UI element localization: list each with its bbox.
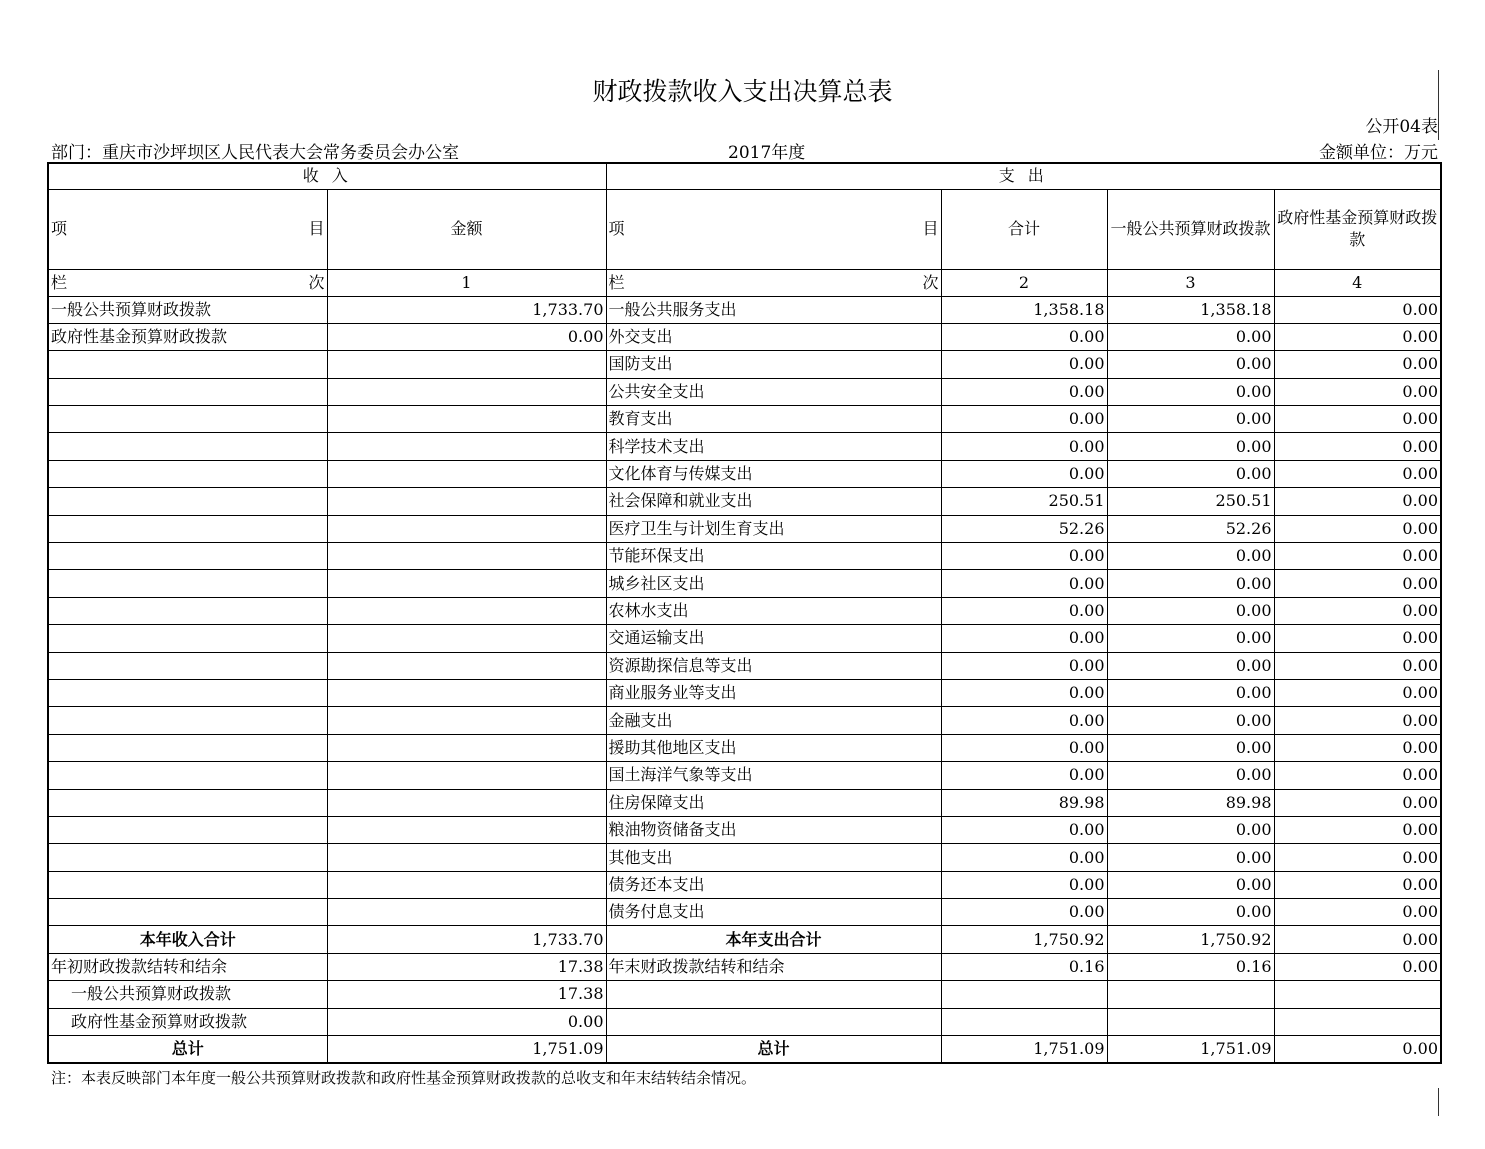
expense-total: 0.00 <box>941 707 1107 734</box>
empty-cell <box>941 981 1107 1008</box>
grand-expense-fund: 0.00 <box>1274 1036 1441 1063</box>
income-amount <box>327 406 606 433</box>
expense-general: 1,358.18 <box>1107 296 1274 323</box>
expense-item: 金融支出 <box>606 707 941 734</box>
expense-total-header: 合计 <box>941 189 1107 269</box>
opening-carry-amount: 17.38 <box>327 953 606 980</box>
expense-fund: 0.00 <box>1274 789 1441 816</box>
expense-total: 89.98 <box>941 789 1107 816</box>
form-number: 公开04表 <box>1365 117 1438 137</box>
table-row <box>48 597 1441 624</box>
carry-fund-label: 政府性基金预算财政拨款 <box>48 1008 327 1035</box>
income-item <box>48 679 327 706</box>
expense-general: 0.00 <box>1107 871 1274 898</box>
income-amount: 0.00 <box>327 323 606 350</box>
empty-cell <box>1107 981 1274 1008</box>
expense-fund: 0.00 <box>1274 871 1441 898</box>
expense-item: 商业服务业等支出 <box>606 679 941 706</box>
expense-fund: 0.00 <box>1274 296 1441 323</box>
carry-general-row <box>48 981 1441 1008</box>
general-budget-header: 一般公共预算财政拨款 <box>1107 189 1274 269</box>
expense-item: 国土海洋气象等支出 <box>606 762 941 789</box>
income-item-header <box>48 189 327 269</box>
year-income-total-label: 本年收入合计 <box>48 926 327 953</box>
income-amount <box>327 734 606 761</box>
expense-total: 0.00 <box>941 433 1107 460</box>
year-expense-total: 1,750.92 <box>941 926 1107 953</box>
edge-mark-bottom <box>1438 1088 1439 1116</box>
income-item <box>48 707 327 734</box>
expense-item: 国防支出 <box>606 351 941 378</box>
expense-general: 0.00 <box>1107 323 1274 350</box>
expense-general: 0.00 <box>1107 351 1274 378</box>
col-number-1: 1 <box>327 269 606 296</box>
table-row <box>48 323 1441 350</box>
table-row <box>48 899 1441 926</box>
carry-general-label: 一般公共预算财政拨款 <box>48 981 327 1008</box>
col-number-2: 2 <box>941 269 1107 296</box>
year-income-total-amount: 1,733.70 <box>327 926 606 953</box>
col-right-label: 次 <box>922 272 939 292</box>
expense-general: 0.00 <box>1107 460 1274 487</box>
expense-general: 0.00 <box>1107 543 1274 570</box>
expense-fund: 0.00 <box>1274 597 1441 624</box>
expense-general: 0.00 <box>1107 707 1274 734</box>
income-item <box>48 515 327 542</box>
col-left-label: 栏 <box>51 272 68 292</box>
expense-item: 外交支出 <box>606 323 941 350</box>
closing-carry-total: 0.16 <box>941 953 1107 980</box>
expense-total: 0.00 <box>941 899 1107 926</box>
expense-fund: 0.00 <box>1274 762 1441 789</box>
table-row <box>48 378 1441 405</box>
table-row <box>48 762 1441 789</box>
income-amount: 1,733.70 <box>327 296 606 323</box>
department-label: 部门：重庆市沙坪坝区人民代表大会常务委员会办公室 <box>51 143 459 163</box>
expense-total: 0.00 <box>941 460 1107 487</box>
col-left-label: 栏 <box>608 272 625 292</box>
gov-fund-header: 政府性基金预算财政拨款 <box>1274 189 1441 269</box>
expense-total: 0.00 <box>941 625 1107 652</box>
income-item <box>48 625 327 652</box>
income-amount <box>327 543 606 570</box>
expense-general: 0.00 <box>1107 652 1274 679</box>
income-item <box>48 488 327 515</box>
expense-fund: 0.00 <box>1274 816 1441 843</box>
expense-item: 节能环保支出 <box>606 543 941 570</box>
expense-fund: 0.00 <box>1274 351 1441 378</box>
table-row <box>48 844 1441 871</box>
expense-general: 0.00 <box>1107 625 1274 652</box>
expense-general: 0.00 <box>1107 899 1274 926</box>
expense-col-label <box>606 269 941 296</box>
table-row <box>48 816 1441 843</box>
expense-total: 0.00 <box>941 734 1107 761</box>
page-title: 财政拨款收入支出决算总表 <box>592 77 893 106</box>
year-expense-total-label: 本年支出合计 <box>606 926 941 953</box>
income-amount <box>327 597 606 624</box>
opening-carry-label: 年初财政拨款结转和结余 <box>48 953 327 980</box>
income-amount <box>327 652 606 679</box>
table-row <box>48 570 1441 597</box>
col-right-label: 次 <box>308 272 325 292</box>
income-item <box>48 433 327 460</box>
expense-total: 0.00 <box>941 406 1107 433</box>
item-right-label: 目 <box>308 219 325 238</box>
expense-item: 社会保障和就业支出 <box>606 488 941 515</box>
footnote: 注：本表反映部门本年度一般公共预算财政拨款和政府性基金预算财政拨款的总收支和年末结转结余情况。 <box>51 1069 757 1087</box>
expense-total: 0.00 <box>941 351 1107 378</box>
carry-general-amount: 17.38 <box>327 981 606 1008</box>
expense-fund: 0.00 <box>1274 734 1441 761</box>
expense-fund: 0.00 <box>1274 515 1441 542</box>
closing-carry-general: 0.16 <box>1107 953 1274 980</box>
table-row <box>48 679 1441 706</box>
amount-unit: 金额单位：万元 <box>1319 143 1438 163</box>
expense-item: 教育支出 <box>606 406 941 433</box>
item-left-label: 项 <box>608 219 625 238</box>
income-item <box>48 734 327 761</box>
income-item <box>48 597 327 624</box>
expense-header: 支 出 <box>606 163 1441 189</box>
expense-general: 0.00 <box>1107 816 1274 843</box>
expense-total: 0.00 <box>941 570 1107 597</box>
expense-general: 0.00 <box>1107 597 1274 624</box>
expense-total: 0.00 <box>941 652 1107 679</box>
income-item <box>48 816 327 843</box>
income-amount <box>327 871 606 898</box>
expense-item: 科学技术支出 <box>606 433 941 460</box>
income-amount <box>327 789 606 816</box>
expense-total: 52.26 <box>941 515 1107 542</box>
income-item <box>48 899 327 926</box>
budget-table <box>47 162 1442 1064</box>
empty-cell <box>606 1008 941 1035</box>
income-amount <box>327 488 606 515</box>
expense-item: 粮油物资储备支出 <box>606 816 941 843</box>
expense-item: 城乡社区支出 <box>606 570 941 597</box>
expense-total: 0.00 <box>941 871 1107 898</box>
table-row <box>48 789 1441 816</box>
expense-item: 一般公共服务支出 <box>606 296 941 323</box>
expense-item: 资源勘探信息等支出 <box>606 652 941 679</box>
expense-fund: 0.00 <box>1274 707 1441 734</box>
grand-income-label: 总计 <box>48 1036 327 1063</box>
table-row <box>48 515 1441 542</box>
income-item <box>48 378 327 405</box>
expense-general: 0.00 <box>1107 679 1274 706</box>
expense-total: 0.00 <box>941 844 1107 871</box>
col-number-4: 4 <box>1274 269 1441 296</box>
expense-fund: 0.00 <box>1274 323 1441 350</box>
income-item <box>48 406 327 433</box>
expense-fund: 0.00 <box>1274 433 1441 460</box>
income-amount-header: 金额 <box>327 189 606 269</box>
expense-general: 89.98 <box>1107 789 1274 816</box>
empty-cell <box>1274 1008 1441 1035</box>
empty-cell <box>606 981 941 1008</box>
income-col-label <box>48 269 327 296</box>
income-item <box>48 351 327 378</box>
column-number-row <box>48 269 1441 296</box>
year-total-row <box>48 926 1441 953</box>
table-row <box>48 296 1441 323</box>
grand-income-amount: 1,751.09 <box>327 1036 606 1063</box>
expense-item: 债务付息支出 <box>606 899 941 926</box>
grand-expense-general: 1,751.09 <box>1107 1036 1274 1063</box>
expense-item: 文化体育与传媒支出 <box>606 460 941 487</box>
income-item <box>48 652 327 679</box>
income-amount <box>327 351 606 378</box>
table-row <box>48 433 1441 460</box>
income-amount <box>327 433 606 460</box>
table-row <box>48 351 1441 378</box>
expense-item: 其他支出 <box>606 844 941 871</box>
empty-cell <box>1274 981 1441 1008</box>
empty-cell <box>941 1008 1107 1035</box>
carry-fund-row <box>48 1008 1441 1035</box>
expense-total: 1,358.18 <box>941 296 1107 323</box>
table-row <box>48 734 1441 761</box>
expense-item: 交通运输支出 <box>606 625 941 652</box>
income-item <box>48 789 327 816</box>
expense-item: 住房保障支出 <box>606 789 941 816</box>
expense-total: 0.00 <box>941 816 1107 843</box>
expense-general: 0.00 <box>1107 570 1274 597</box>
expense-fund: 0.00 <box>1274 378 1441 405</box>
table-row <box>48 543 1441 570</box>
income-amount <box>327 899 606 926</box>
income-item <box>48 543 327 570</box>
income-item <box>48 844 327 871</box>
income-item <box>48 460 327 487</box>
expense-fund: 0.00 <box>1274 625 1441 652</box>
expense-total: 250.51 <box>941 488 1107 515</box>
expense-fund: 0.00 <box>1274 652 1441 679</box>
expense-fund: 0.00 <box>1274 844 1441 871</box>
expense-fund: 0.00 <box>1274 406 1441 433</box>
year-expense-fund: 0.00 <box>1274 926 1441 953</box>
empty-cell <box>1107 1008 1274 1035</box>
income-amount <box>327 844 606 871</box>
expense-general: 0.00 <box>1107 378 1274 405</box>
expense-total: 0.00 <box>941 323 1107 350</box>
expense-fund: 0.00 <box>1274 899 1441 926</box>
expense-total: 0.00 <box>941 762 1107 789</box>
expense-fund: 0.00 <box>1274 543 1441 570</box>
expense-item: 援助其他地区支出 <box>606 734 941 761</box>
income-amount <box>327 460 606 487</box>
expense-item: 农林水支出 <box>606 597 941 624</box>
income-amount <box>327 679 606 706</box>
income-amount <box>327 816 606 843</box>
income-item <box>48 871 327 898</box>
expense-general: 0.00 <box>1107 762 1274 789</box>
fiscal-year: 2017年度 <box>728 143 806 163</box>
expense-total: 0.00 <box>941 679 1107 706</box>
income-amount <box>327 762 606 789</box>
expense-item: 公共安全支出 <box>606 378 941 405</box>
table-row <box>48 460 1441 487</box>
expense-total: 0.00 <box>941 543 1107 570</box>
grand-total-row <box>48 1036 1441 1063</box>
carry-row <box>48 953 1441 980</box>
grand-expense-label: 总计 <box>606 1036 941 1063</box>
grand-expense-total: 1,751.09 <box>941 1036 1107 1063</box>
expense-total: 0.00 <box>941 597 1107 624</box>
expense-general: 0.00 <box>1107 844 1274 871</box>
expense-fund: 0.00 <box>1274 679 1441 706</box>
expense-fund: 0.00 <box>1274 488 1441 515</box>
income-header: 收 入 <box>48 163 606 189</box>
expense-general: 52.26 <box>1107 515 1274 542</box>
expense-general: 0.00 <box>1107 734 1274 761</box>
income-amount <box>327 570 606 597</box>
table-row <box>48 707 1441 734</box>
income-item: 一般公共预算财政拨款 <box>48 296 327 323</box>
income-amount <box>327 707 606 734</box>
income-item <box>48 570 327 597</box>
expense-total: 0.00 <box>941 378 1107 405</box>
table-row <box>48 625 1441 652</box>
expense-fund: 0.00 <box>1274 460 1441 487</box>
expense-general: 0.00 <box>1107 406 1274 433</box>
col-number-3: 3 <box>1107 269 1274 296</box>
table-row <box>48 488 1441 515</box>
expense-general: 0.00 <box>1107 433 1274 460</box>
section-header-row <box>48 163 1441 189</box>
table-row <box>48 652 1441 679</box>
column-header-row <box>48 189 1441 269</box>
closing-carry-fund: 0.00 <box>1274 953 1441 980</box>
expense-general: 250.51 <box>1107 488 1274 515</box>
expense-item-header <box>606 189 941 269</box>
table-row <box>48 871 1441 898</box>
income-amount <box>327 378 606 405</box>
income-amount <box>327 625 606 652</box>
year-expense-general: 1,750.92 <box>1107 926 1274 953</box>
expense-fund: 0.00 <box>1274 570 1441 597</box>
table-row <box>48 406 1441 433</box>
income-amount <box>327 515 606 542</box>
income-item: 政府性基金预算财政拨款 <box>48 323 327 350</box>
item-right-label: 目 <box>922 219 939 238</box>
carry-fund-amount: 0.00 <box>327 1008 606 1035</box>
expense-item: 债务还本支出 <box>606 871 941 898</box>
closing-carry-label: 年末财政拨款结转和结余 <box>606 953 941 980</box>
item-left-label: 项 <box>51 219 68 238</box>
expense-item: 医疗卫生与计划生育支出 <box>606 515 941 542</box>
income-item <box>48 762 327 789</box>
